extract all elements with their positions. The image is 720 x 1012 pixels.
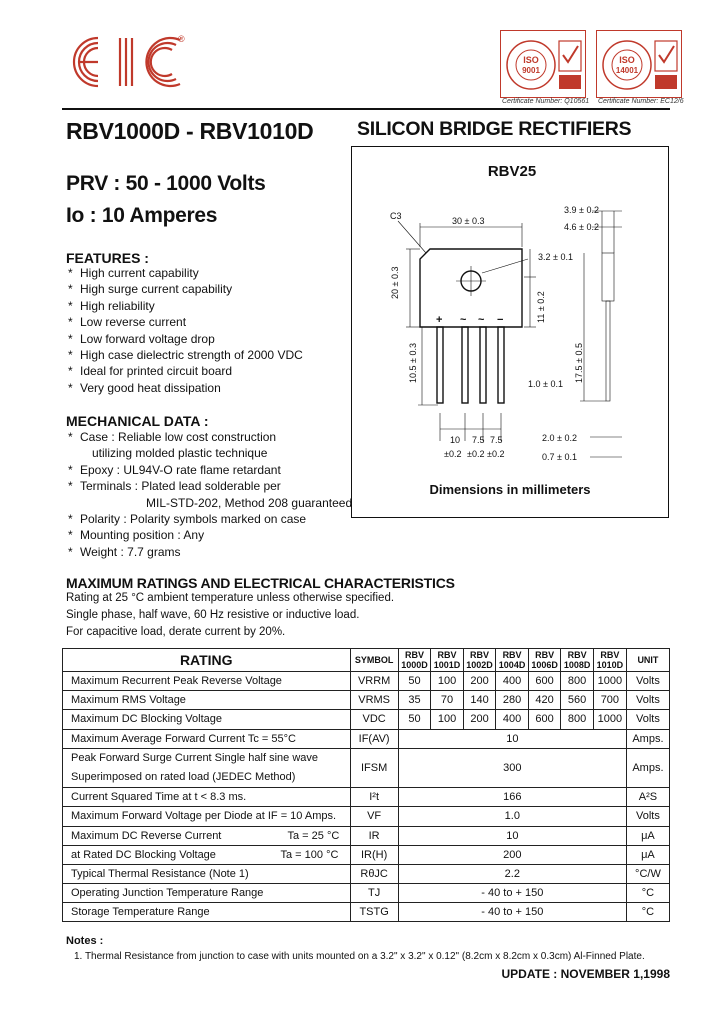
header-rating: RATING [63,649,351,672]
dimension-caption: Dimensions in millimeters [429,482,591,497]
dim-pitch-7-5b: 7.5 [490,435,503,445]
header-unit: UNIT [626,649,669,672]
ratings-heading: MAXIMUM RATINGS AND ELECTRICAL CHARACTERISTICS [66,575,455,591]
header-part: RBV 1000D [398,649,431,672]
cert-caption-14001: Certificate Number: EC12/6 [598,98,684,105]
svg-text:ISO: ISO [619,55,635,65]
list-item: * Mounting position : Any [68,528,205,543]
lead-plus [437,327,443,403]
iso9001-cert-badge [500,30,586,98]
dim-17-5: 17.5 ± 0.5 [574,343,584,383]
package-outline-drawing [352,147,670,519]
dim-3-9: 3.9 ± 0.2 [564,205,599,215]
header-part: RBV 1010D [593,649,626,672]
dim-width-30: 30 ± 0.3 [452,216,485,226]
iso14001-cert-badge [596,30,682,98]
notes-heading: Notes : [66,935,104,947]
update-date: UPDATE : NOVEMBER 1,1998 [501,967,670,981]
table-row: Peak Forward Surge Current Single half sine wave Superimposed on rated load (JEDEC Method) IFSM 300 Amps. [63,748,670,787]
header-divider [62,108,670,110]
ratings-note-1: Rating at 25 °C ambient temperature unless otherwise specified. [66,592,395,604]
lead-ac1 [462,327,468,403]
dim-10-5: 10.5 ± 0.3 [408,343,418,383]
dim-c3: C3 [390,211,402,221]
lead-minus [498,327,504,403]
ratings-note-3: For capacitive load, derate current by 20%. [66,626,286,638]
header-part: RBV 1002D [463,649,496,672]
table-row: Maximum Average Forward Current Tc = 55°C IF(AV) 10 Amps. [63,729,670,748]
list-item: * Ideal for printed circuit board [68,364,233,379]
device-type-title: SILICON BRIDGE RECTIFIERS [357,118,632,140]
dim-tol-2: ±0.2 [467,449,485,459]
package-diagram [351,146,669,518]
pin-minus-label: − [497,314,504,326]
note-1: 1. Thermal Resistance from junction to case with units mounted on a 3.2" x 3.2" x 0.12" (8.2cm x 8.2cm x 0.3cm) Al-Finned Plate. [74,951,645,962]
ratings-note-2: Single phase, half wave, 60 Hz resistive or inductive load. [66,609,360,621]
dim-height-20: 20 ± 0.3 [390,266,400,299]
dim-pitch-10: 10 [450,435,461,445]
table-row: Maximum RMS Voltage VRMS 35 70 140 280 420 560 700 Volts [63,691,670,710]
part-range-title: RBV1000D - RBV1010D [66,118,314,144]
table-row: at Rated DC Blocking Voltage Ta = 100 °C IR(H) 200 μA [63,845,670,864]
dim-0-7: 0.7 ± 0.1 [542,452,577,462]
list-item: * Weight : 7.7 grams [68,544,181,559]
list-item: * High current capability [68,266,199,280]
table-row: Typical Thermal Resistance (Note 1) RθJC 2.2 °C/W [63,864,670,883]
list-item: * Epoxy : UL94V-O rate flame retardant [68,462,281,477]
table-row: Storage Temperature Range TSTG - 40 to + 150 °C [63,903,670,922]
list-item: * Low reverse current [68,315,187,330]
svg-text:ISO: ISO [523,55,539,65]
dim-2-0: 2.0 ± 0.2 [542,433,577,443]
table-row: Maximum DC Reverse Current Ta = 25 °C IR 10 μA [63,826,670,845]
svg-text:9001: 9001 [522,66,540,75]
header-part: RBV 1001D [431,649,464,672]
dim-4-6: 4.6 ± 0.2 [564,222,599,232]
prv-spec: PRV : 50 - 1000 Volts [66,172,266,195]
mechanical-heading: MECHANICAL DATA : [66,413,209,429]
list-item: * Terminals : Plated lead solderable per [68,479,281,494]
io-spec: Io : 10 Amperes [66,204,218,227]
pin-plus-label: + [436,314,443,326]
package-name: RBV25 [487,163,537,180]
pin-ac1-label: ~ [460,314,467,326]
list-item: MIL-STD-202, Method 208 guaranteed [146,495,353,510]
dim-tol-1: ±0.2 [444,449,462,459]
list-item: utilizing molded plastic technique [92,446,268,461]
header-part: RBV 1006D [528,649,561,672]
list-item: * High reliability [68,298,155,313]
dim-pitch-7-5a: 7.5 [472,435,485,445]
lead-ac2 [480,327,486,403]
dim-3-2: 3.2 ± 0.1 [538,252,573,262]
list-item: * Low forward voltage drop [68,331,215,346]
list-item: * High case dielectric strength of 2000 VDC [68,348,303,362]
list-item: * Very good heat dissipation [68,380,221,395]
dim-11: 11 ± 0.2 [536,291,546,323]
table-row: Maximum DC Blocking Voltage VDC 50 100 200 400 600 800 1000 Volts [63,710,670,729]
table-header-row [63,649,670,672]
features-heading: FEATURES : [66,250,149,266]
table-row: Current Squared Time at t < 8.3 ms. I²t 166 A²S [63,788,670,807]
dim-1-0: 1.0 ± 0.1 [528,379,563,389]
table-row: Maximum Recurrent Peak Reverse Voltage VRRM 50 100 200 400 600 800 1000 Volts [63,672,670,691]
ratings-table [62,648,670,922]
header-symbol: SYMBOL [350,649,398,672]
table-row: Maximum Forward Voltage per Diode at IF = 10 Amps. VF 1.0 Volts [63,807,670,826]
table-row: Operating Junction Temperature Range TJ - 40 to + 150 °C [63,884,670,903]
cert-caption-9001: Certificate Number: Q10561 [502,98,590,105]
list-item: * High surge current capability [68,282,233,297]
list-item: * Case : Reliable low cost construction [68,430,277,444]
pin-ac2-label: ~ [478,314,485,326]
registered-mark: ® [178,34,185,44]
header-part: RBV 1008D [561,649,594,672]
eic-logo [64,32,194,92]
header-part: RBV 1004D [496,649,529,672]
dim-tol-3: ±0.2 [487,449,505,459]
list-item: * Polarity : Polarity symbols marked on case [68,512,307,526]
svg-text:14001: 14001 [615,66,639,75]
